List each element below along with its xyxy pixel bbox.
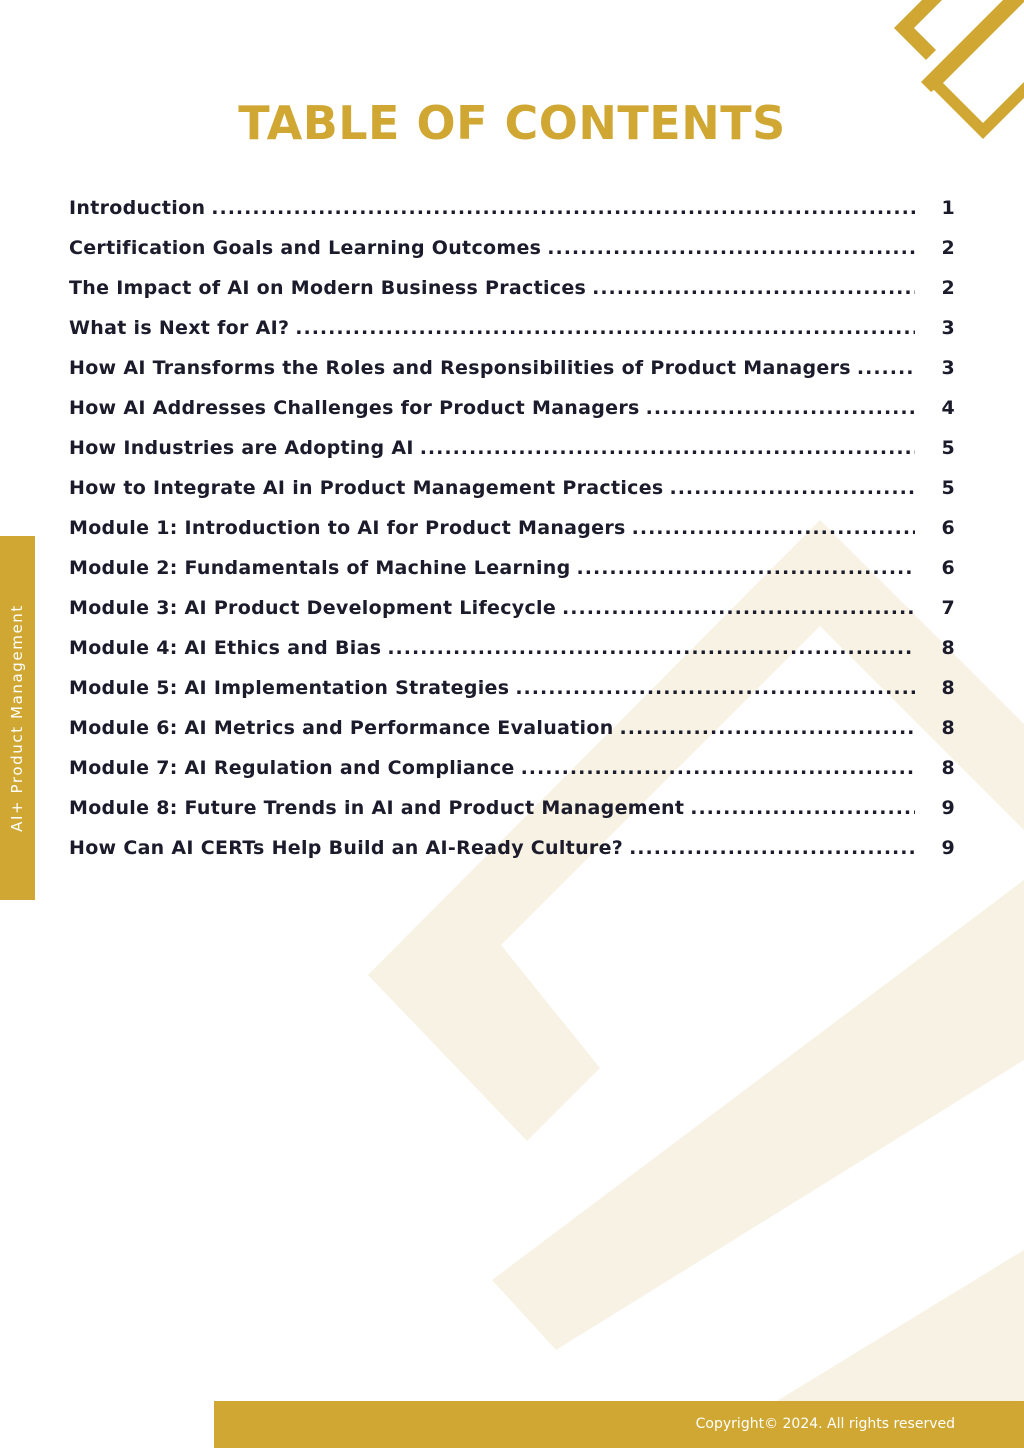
toc-entry-title: Module 3: AI Product Development Lifecycle: [69, 597, 557, 619]
toc-entry-title: Module 5: AI Implementation Strategies: [69, 677, 510, 699]
toc-entry[interactable]: [69, 508, 955, 548]
toc-entry-title: Module 8: Future Trends in AI and Product Management: [69, 797, 685, 819]
watermark-stripe-lower: [492, 880, 1024, 1350]
corner-stripe-long: [921, 0, 1024, 92]
toc-page-number: 8: [941, 677, 955, 699]
toc-dot-leader: [211, 188, 915, 228]
toc-page-number: 2: [941, 277, 955, 299]
toc-dot-leader: [620, 708, 915, 748]
page-title: TABLE OF CONTENTS: [238, 96, 786, 150]
toc-entry-title: How to Integrate AI in Product Management Practices: [69, 477, 664, 499]
toc-page-number: 3: [941, 317, 955, 339]
toc-entry-title: How AI Addresses Challenges for Product Managers: [69, 397, 640, 419]
toc-entry[interactable]: [69, 548, 955, 588]
toc-entry[interactable]: [69, 628, 955, 668]
toc-dot-leader: [690, 788, 915, 828]
toc-page-number: 5: [941, 437, 955, 459]
toc-dot-leader: [515, 668, 915, 708]
toc-page-number: 6: [941, 517, 955, 539]
toc-dot-leader: [547, 228, 915, 268]
footer-bar: [214, 1401, 1024, 1448]
toc-list: [69, 188, 955, 868]
side-tab: [0, 536, 35, 900]
toc-dot-leader: [629, 828, 915, 868]
toc-dot-leader: [420, 428, 915, 468]
toc-dot-leader: [670, 468, 916, 508]
toc-entry-title: How Can AI CERTs Help Build an AI-Ready Culture?: [69, 837, 624, 859]
toc-dot-leader: [646, 388, 915, 428]
toc-entry-title: Module 2: Fundamentals of Machine Learning: [69, 557, 571, 579]
toc-dot-leader: [577, 548, 915, 588]
footer-copyright: Copyright© 2024. All rights reserved: [695, 1416, 955, 1432]
toc-page-number: 9: [941, 797, 955, 819]
toc-page-number: 8: [941, 717, 955, 739]
toc-dot-leader: [632, 508, 915, 548]
toc-entry-title: Module 4: AI Ethics and Bias: [69, 637, 382, 659]
toc-page-number: 1: [941, 197, 955, 219]
toc-dot-leader: [521, 748, 915, 788]
toc-entry[interactable]: [69, 588, 955, 628]
toc-entry[interactable]: [69, 748, 955, 788]
toc-entry[interactable]: [69, 668, 955, 708]
toc-entry[interactable]: [69, 708, 955, 748]
toc-dot-leader: [387, 628, 915, 668]
toc-entry-title: Introduction: [69, 197, 206, 219]
toc-page-number: 6: [941, 557, 955, 579]
side-tab-label: AI+ Product Management: [8, 604, 26, 832]
toc-dot-leader: [592, 268, 915, 308]
toc-entry[interactable]: [69, 428, 955, 468]
toc-entry[interactable]: [69, 828, 955, 868]
toc-page-number: 5: [941, 477, 955, 499]
toc-entry-title: What is Next for AI?: [69, 317, 290, 339]
toc-entry-title: How AI Transforms the Roles and Responsibilities of Product Managers: [69, 357, 851, 379]
toc-entry[interactable]: [69, 268, 955, 308]
toc-page-number: 2: [941, 237, 955, 259]
toc-dot-leader: [562, 588, 915, 628]
toc-page-number: 9: [941, 837, 955, 859]
toc-entry-title: The Impact of AI on Modern Business Practices: [69, 277, 587, 299]
toc-entry-title: How Industries are Adopting AI: [69, 437, 414, 459]
toc-entry[interactable]: [69, 228, 955, 268]
toc-entry[interactable]: [69, 308, 955, 348]
toc-entry-title: Module 6: AI Metrics and Performance Evaluation: [69, 717, 614, 739]
toc-dot-leader: [857, 348, 915, 388]
toc-dot-leader: [295, 308, 915, 348]
toc-entry[interactable]: [69, 468, 955, 508]
toc-entry[interactable]: [69, 188, 955, 228]
toc-entry[interactable]: [69, 788, 955, 828]
toc-page-number: 4: [941, 397, 955, 419]
toc-entry-title: Module 7: AI Regulation and Compliance: [69, 757, 515, 779]
toc-entry[interactable]: [69, 388, 955, 428]
toc-page-number: 7: [941, 597, 955, 619]
corner-stripe-short: [894, 0, 942, 60]
toc-entry-title: Certification Goals and Learning Outcomes: [69, 237, 542, 259]
toc-page-number: 8: [941, 757, 955, 779]
toc-entry-title: Module 1: Introduction to AI for Product Managers: [69, 517, 626, 539]
toc-page-number: 3: [941, 357, 955, 379]
toc-page-number: 8: [941, 637, 955, 659]
toc-entry[interactable]: [69, 348, 955, 388]
